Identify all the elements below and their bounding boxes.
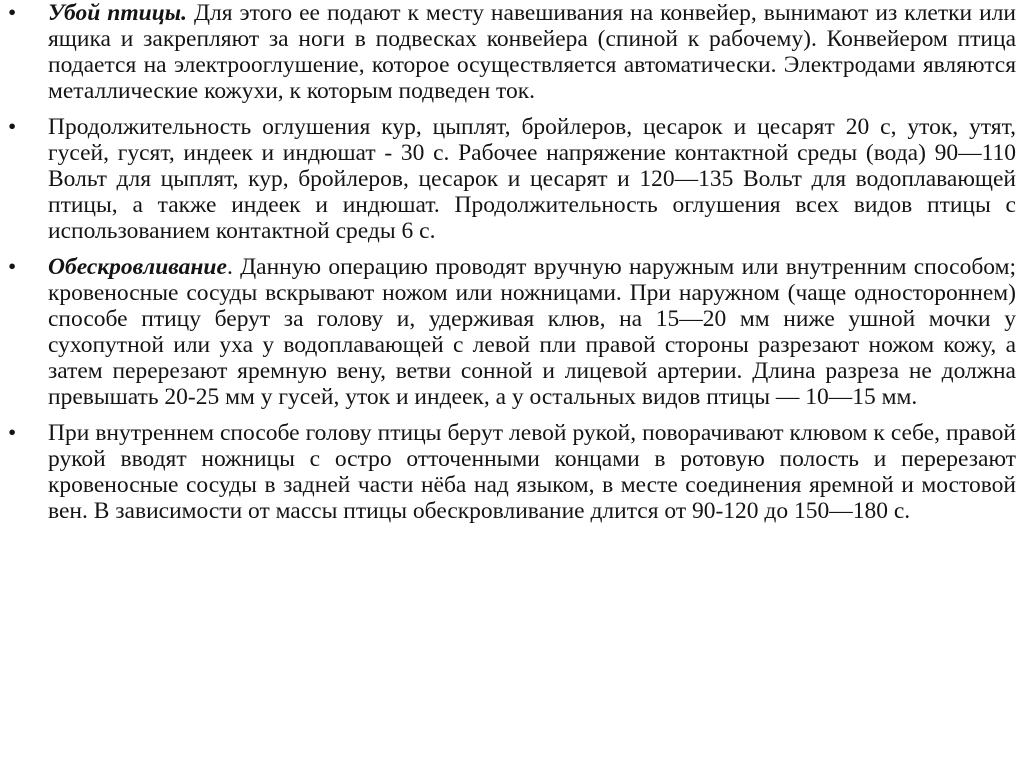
bullet-slaughter <box>8 0 1016 104</box>
bullet-marker: • <box>8 254 17 280</box>
bullet-text: Продолжительность оглушения кур, цыплят, бройлеров, цесарок и цесарят 20 с, уток, утят, гусей, гусят, индеек и индюшат - 30 с. Рабочее напряжение контактной среды (вода) 90—110 Вольт для цыплят, кур, бройлеров, цесарок и цесарят и 120—135 Вольт для водоплавающей птицы, а также индеек и индюшат. Продолжительность оглушения всех видов птицы с использованием контактной среды 6 с. <box>48 114 1016 244</box>
bullet-marker: • <box>8 0 17 26</box>
bullet-internal-method <box>8 420 1016 524</box>
bullet-text: Для этого ее подают к месту навешивания на конвейер, вынимают из клетки или ящика и закрепляют за ноги в подвесках конвейера (спиной к рабочему). Конвейером птица подается на электрооглушение, которое осуществляется автоматически. Электродами являются металлические кожухи, к которым подведен ток. <box>48 0 1016 104</box>
bullet-text: . Данную операцию проводят вручную наружным или внутренним способом; кровеносные сосуды вскрывают ножом или ножницами. При наружном (чаще одностороннем) способе птицу берут за голову и, удерживая клюв, на 15—20 мм ниже ушной мочки у сухопутной или уха у водоплавающей с левой пли правой стороны разрезают ножом кожу, а затем перерезают яремную вену, ветви сонной и лицевой артерии. Длина разреза не должна превышать 20-25 мм у гусей, уток и индеек, а у остальных видов птицы — 10—15 мм. <box>48 254 1016 410</box>
bullet-stunning-duration <box>8 114 1016 244</box>
bullet-term: Убой птицы. <box>48 0 187 26</box>
bullet-marker: • <box>8 420 17 446</box>
bullet-text: При внутреннем способе голову птицы берут левой рукой, поворачивают клювом к себе, правой рукой вводят ножницы с остро отточенными концами в ротовую полость и перерезают кровеносные сосуды в задней части нёба над языком, в месте соединения яремной и мостовой вен. В зависимости от массы птицы обескровливание длится от 90-120 до 150—180 с. <box>48 420 1016 524</box>
bullet-list <box>8 0 1016 534</box>
bullet-bleeding <box>8 254 1016 410</box>
bullet-term: Обескровливание <box>48 254 227 280</box>
bullet-marker: • <box>8 114 17 140</box>
